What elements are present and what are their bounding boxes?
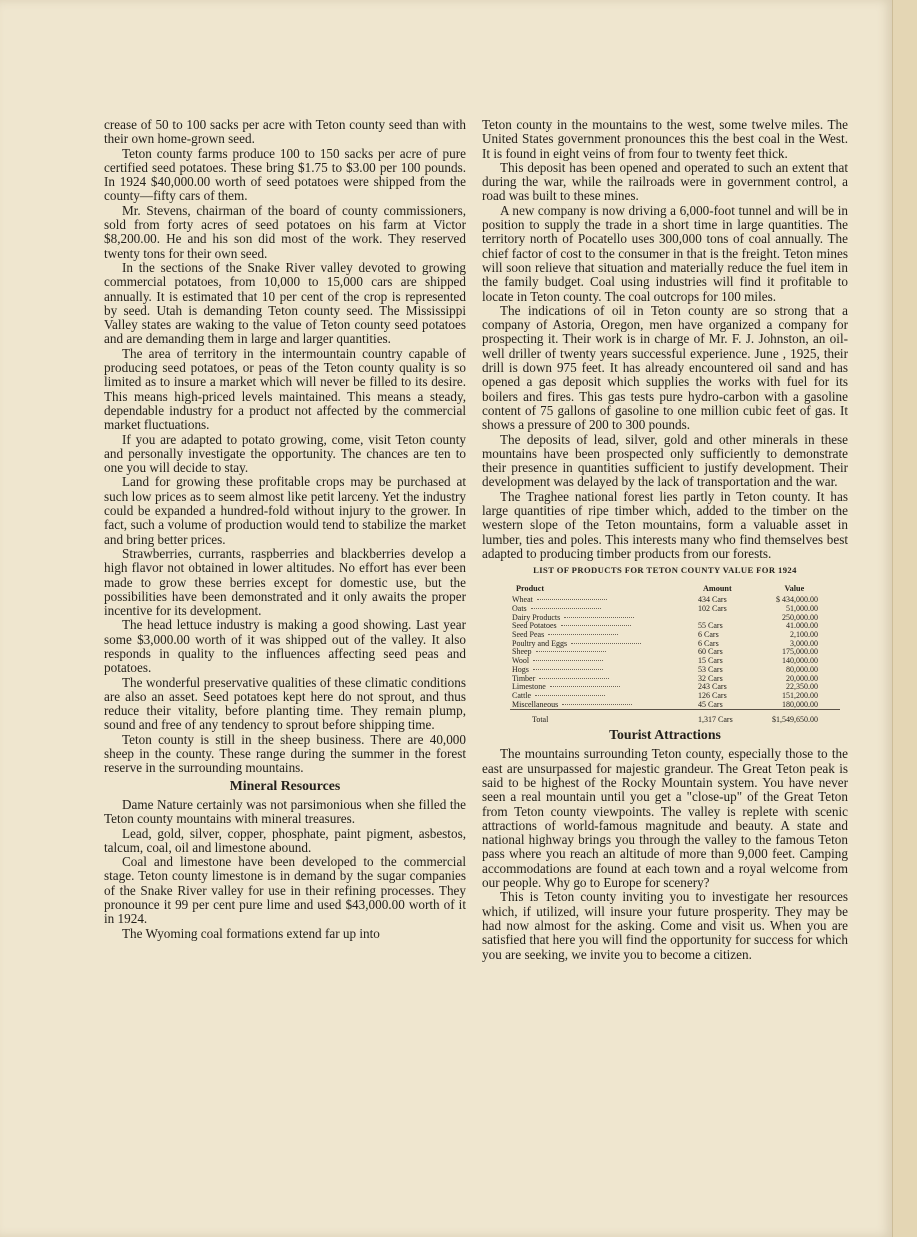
dot-leader bbox=[533, 669, 603, 670]
paragraph: Coal and limestone have been developed to the commercial stage. Teton county limestone is in demand by the sugar companies of the Snake River valley for use in their refining processes. They pronounce it 99 per cent pure lime and used $43,000.00 worth of it in 1924. bbox=[104, 854, 466, 927]
product-label: Seed Peas bbox=[512, 630, 545, 640]
amount-cell: 55 Cars bbox=[698, 621, 723, 631]
value-cell: 22,350.00 bbox=[786, 682, 818, 692]
value-cell: $ 434,000.00 bbox=[776, 595, 818, 605]
value-cell: 140,000.00 bbox=[782, 656, 818, 666]
dot-leader bbox=[564, 617, 634, 618]
value-cell: 151,200.00 bbox=[782, 690, 818, 700]
amount-cell: 6 Cars bbox=[698, 638, 719, 648]
value-cell: 20,000.00 bbox=[786, 673, 818, 683]
product-cell bbox=[510, 640, 686, 649]
value-cell: 250,000.00 bbox=[782, 612, 818, 622]
amount-cell: 434 Cars bbox=[698, 595, 727, 605]
paragraph: Strawberries, currants, raspberries and blackberries develop a high flavor not obtained in lower altitudes. No effort has ever been made to grow these berries except for domestic use, but the possibilities have been demonstrated and it only awaits the proper incentive for its development. bbox=[104, 545, 466, 619]
paragraph: Lead, gold, silver, copper, phosphate, paint pigment, asbestos, talcum, coal, oil and limestone abound. bbox=[104, 825, 466, 855]
product-label: Poultry and Eggs bbox=[512, 638, 568, 648]
paragraph: Teton county in the mountains to the west, some twelve miles. The United States government pronounces this the best coal in the West. It is found in eight veins of from four to twenty feet thick. bbox=[482, 117, 848, 161]
product-cell bbox=[510, 701, 686, 710]
product-label: Limestone bbox=[512, 682, 546, 692]
products-table-title: LIST OF PRODUCTS FOR TETON COUNTY VALUE FOR 1924 bbox=[533, 565, 797, 576]
paragraph: The head lettuce industry is making a good showing. Last year some $3,000.00 worth of it was shipped out of the valley. It also responds in quality to the influences affecting seed peas and potatoes. bbox=[104, 617, 466, 676]
amount-cell: 15 Cars bbox=[698, 656, 723, 666]
dot-leader bbox=[533, 660, 603, 661]
product-label: Timber bbox=[512, 673, 536, 683]
paragraph: If you are adapted to potato growing, come, visit Teton county and personally investigate the opportunity. The chances are ten to one you will decide to stay. bbox=[104, 431, 466, 476]
column-header-product: Product bbox=[516, 583, 545, 593]
value-cell: 180,000.00 bbox=[782, 699, 818, 709]
paragraph: Teton county is still in the sheep business. There are 40,000 sheep in the county. These range during the summer in the forest reserve in the surrounding mountains. bbox=[104, 731, 466, 776]
paragraph: Teton county farms produce 100 to 150 sacks per acre of pure certified seed potatoes. These bring $1.75 to $3.00 per 100 pounds. In 1924 $40,000.00 worth of seed potatoes were shipped from the county—fifty cars of them. bbox=[104, 145, 466, 204]
product-label: Miscellaneous bbox=[512, 699, 559, 709]
amount-cell: 102 Cars bbox=[698, 603, 727, 613]
paragraph: The Traghee national forest lies partly in Teton county. It has large quantities of ripe timber which, added to the timber on the western slope of the Teton mountains, form a valuable asset in lumber, ties and poles. This interests many who find themselves best adapted to producing timber products from our forests. bbox=[482, 488, 848, 561]
paragraph: The wonderful preservative qualities of these climatic conditions are also an asset. Seed potatoes kept here do not sprout, and thus reduce their vitality, before planting time. They remain plump, sound and free of any tendency to sprout before shipping time. bbox=[104, 674, 466, 733]
products-table bbox=[510, 584, 840, 726]
value-cell: 2,100.00 bbox=[790, 630, 818, 640]
value-cell: 51,000.00 bbox=[786, 603, 818, 613]
paragraph: The Wyoming coal formations extend far up into bbox=[122, 925, 380, 941]
dot-leader bbox=[562, 704, 632, 705]
paragraph: crease of 50 to 100 sacks per acre with Teton county seed than with their own home-grown seed. bbox=[104, 117, 466, 147]
product-label: Oats bbox=[512, 603, 527, 613]
product-cell bbox=[510, 648, 686, 657]
column-header-amount: Amount bbox=[703, 583, 732, 593]
dot-leader bbox=[561, 625, 631, 626]
product-label: Sheep bbox=[512, 647, 532, 657]
section-heading-tourist-attractions: Tourist Attractions bbox=[609, 727, 721, 743]
product-cell bbox=[510, 657, 686, 666]
paragraph: In the sections of the Snake River valley devoted to growing commercial potatoes, from 10,000 to 15,000 cars are shipped annually. It is estimated that 10 per cent of the crop is represented by seed. Utah is demanding Teton county seed. The Mississippi Valley states are waking to the value of Teton county seed potatoes and are demanding them in large and larger quantities. bbox=[104, 259, 466, 347]
product-label: Wool bbox=[512, 656, 530, 666]
table-row bbox=[510, 701, 840, 710]
table-body bbox=[510, 596, 840, 710]
dot-leader bbox=[550, 686, 620, 687]
paragraph: This is Teton county inviting you to investigate her resources which, if utilized, will insure your future prosperity. They may be had now almost for the asking. Come and visit us. When you are satisfied that here you will find the opportunity for success for which you are seeking, we invite you to become a citizen. bbox=[482, 889, 848, 962]
left-column bbox=[104, 118, 466, 941]
paragraph: The area of territory in the intermountain country capable of producing seed potatoes, or peas of the Teton county quality is so limited as to insure a market which will never be filled to its desire. This means high-priced levels maintained. This means a steady, dependable industry for a product not affected by the commercial market fluctuations. bbox=[104, 345, 466, 433]
dot-leader bbox=[536, 651, 606, 652]
right-column bbox=[482, 118, 848, 962]
paragraph: This deposit has been opened and operated to such an extent that during the war, while the railroads were in government control, a road was built to these mines. bbox=[482, 159, 848, 204]
product-label: Seed Potatoes bbox=[512, 621, 557, 631]
page-edge bbox=[892, 0, 917, 1237]
total-label: Total bbox=[510, 710, 686, 725]
paragraph: Land for growing these profitable crops may be purchased at such low prices as to seem almost like petit larceny. Yet the industry could be expanded a hundred-fold without injury to the grower. In fact, such a volume of production would tend to stabilize the market and bring better prices. bbox=[104, 474, 466, 547]
value-cell: 80,000.00 bbox=[786, 664, 818, 674]
dot-leader bbox=[571, 643, 641, 644]
dot-leader bbox=[537, 599, 607, 600]
paragraph: Mr. Stevens, chairman of the board of county commissioners, sold from forty acres of seed potatoes on his farm at Victor $8,200.00. He and his son did most of the work. They reserved twenty tons for their own seed. bbox=[104, 202, 466, 261]
amount-cell: 45 Cars bbox=[698, 699, 723, 709]
paragraph: Dame Nature certainly was not parsimonious when she filled the Teton county mountains with mineral treasures. bbox=[104, 796, 466, 827]
product-cell bbox=[510, 596, 686, 605]
product-cell bbox=[510, 683, 686, 692]
dot-leader bbox=[531, 608, 601, 609]
paragraph: A new company is now driving a 6,000-foot tunnel and will be in position to supply the trade in a short time in large quantities. The territory north of Pocatello uses 300,000 tons of coal annually. The chief factor of cost to the consumer in that is the freight. Teton mines will soon relieve that situation and materially reduce the fuel item in the family budget. Coal using industries will find it profitable to locate in Teton county. The coal outcrops for 100 miles. bbox=[482, 202, 848, 304]
total-value: $1,549,650.00 bbox=[749, 710, 840, 725]
product-label: Wheat bbox=[512, 595, 533, 605]
paragraph: The indications of oil in Teton county are so strong that a company of Astoria, Oregon, men have organized a company for prospecting it. Their work is in charge of Mr. F. J. Johnston, an oil-well driller of twenty years successful experience. June , 1925, their drill is down 975 feet. It has already encountered oil sand and has opened a gas deposit which supplies the works with fuel for its boilers and fires. This gas tests pure hydro-carbon with a gasoline content of 75 gallons of gasoline to one million cubic feet of gas. It shows a pressure of 200 to 300 pounds. bbox=[482, 302, 848, 433]
value-cell: 175,000.00 bbox=[782, 647, 818, 657]
amount-cell: 126 Cars bbox=[698, 690, 727, 700]
amount-cell: 6 Cars bbox=[698, 630, 719, 640]
amount-cell: 53 Cars bbox=[698, 664, 723, 674]
product-label: Cattle bbox=[512, 690, 532, 700]
dot-leader bbox=[535, 695, 605, 696]
product-cell bbox=[510, 666, 686, 675]
value-cell: 41.000.00 bbox=[786, 621, 818, 631]
section-heading-mineral-resources: Mineral Resources bbox=[229, 777, 341, 793]
amount-cell: 243 Cars bbox=[698, 682, 727, 692]
product-label: Dairy Products bbox=[512, 612, 561, 622]
paragraph: The deposits of lead, silver, gold and other minerals in these mountains have been prospected only sufficiently to demonstrate their presence in quantities sufficient to justify development. Their development was delayed by the lack of transportation and the war. bbox=[482, 431, 848, 490]
paragraph: The mountains surrounding Teton county, especially those to the east are unsurpassed for majestic grandeur. The Great Teton peak is said to be highest of the Rocky Mountain system. You have never seen a real mountain until you get a "close-up" of the Great Teton from Teton county viewpoints. The valley is replete with scenic attractions of world-famous magnitude and beauty. A state and national highway brings you through the valley to the famous Teton pass where you reach an altitude of more than 9,000 feet. Camping accommodations are found at each town and a royal welcome from our people. Why go to Europe for scenery? bbox=[482, 746, 848, 891]
dot-leader bbox=[548, 634, 618, 635]
column-header-value: Value bbox=[784, 583, 805, 593]
dot-leader bbox=[539, 678, 609, 679]
product-label: Hogs bbox=[512, 664, 529, 674]
total-amount: 1,317 Cars bbox=[686, 710, 749, 725]
amount-cell: 60 Cars bbox=[698, 647, 723, 657]
value-cell: 3,000.00 bbox=[790, 638, 818, 648]
amount-cell: 32 Cars bbox=[698, 673, 723, 683]
table-total-row bbox=[510, 710, 840, 725]
